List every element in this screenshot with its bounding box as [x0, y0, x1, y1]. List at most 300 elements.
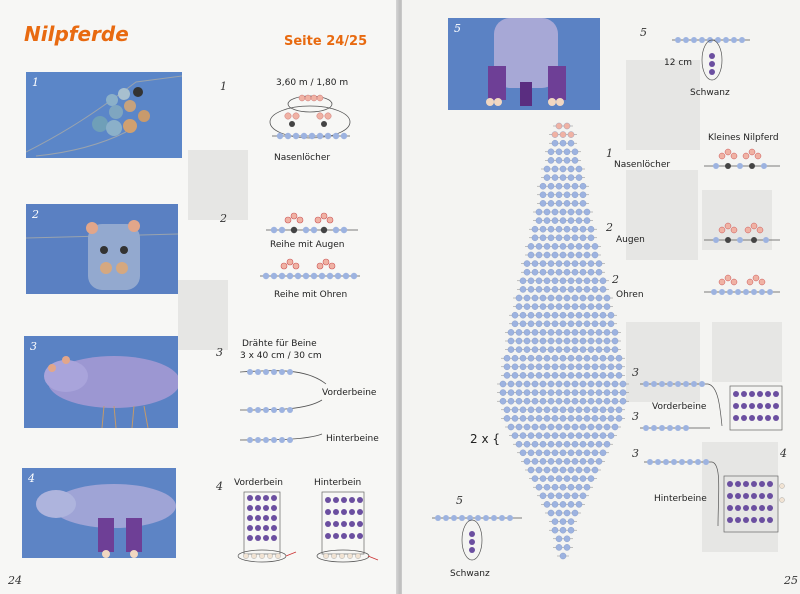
bead	[536, 364, 542, 370]
bead	[580, 398, 586, 404]
bead	[584, 433, 590, 439]
photo-step-2-image	[26, 204, 178, 294]
nasenloecher-label: Nasenlöcher	[274, 153, 331, 163]
bead	[564, 476, 570, 482]
bead	[568, 286, 574, 292]
bead	[568, 450, 574, 456]
bead	[544, 355, 550, 361]
bead	[504, 407, 510, 413]
bead	[564, 235, 570, 241]
bead	[560, 321, 566, 327]
bead	[528, 286, 534, 292]
bead	[584, 450, 590, 456]
bead	[536, 278, 542, 284]
bead	[612, 398, 618, 404]
vorderbeine-label: Vorderbeine	[322, 388, 377, 398]
bead	[544, 166, 550, 172]
bead	[564, 424, 570, 430]
bead	[560, 140, 566, 146]
bead	[528, 243, 534, 249]
bead	[560, 218, 566, 224]
photo-step-4	[22, 468, 176, 558]
bead	[524, 458, 530, 464]
bead	[604, 338, 610, 344]
bead	[552, 501, 558, 507]
bead	[552, 278, 558, 284]
bead	[556, 157, 562, 163]
bead	[588, 261, 594, 267]
bead	[536, 407, 542, 413]
step-number: 5	[640, 26, 647, 39]
bead	[552, 450, 558, 456]
bead	[556, 269, 562, 275]
bead	[576, 433, 582, 439]
bead	[536, 252, 542, 258]
bead	[508, 347, 514, 353]
bead	[548, 424, 554, 430]
bead	[508, 329, 514, 335]
bead	[540, 381, 546, 387]
bead	[612, 329, 618, 335]
bead	[572, 347, 578, 353]
bead	[524, 329, 530, 335]
bead	[620, 398, 626, 404]
step-number: 4	[780, 447, 787, 460]
bead	[580, 381, 586, 387]
bead	[556, 441, 562, 447]
bead	[548, 493, 554, 499]
bead	[576, 484, 582, 490]
bead	[536, 321, 542, 327]
bead	[616, 364, 622, 370]
bead	[528, 252, 534, 258]
bleed-through	[178, 280, 228, 350]
bleed-through	[712, 322, 782, 382]
bead	[572, 510, 578, 516]
bead	[568, 140, 574, 146]
bead	[516, 398, 522, 404]
bead	[500, 381, 506, 387]
bead	[532, 269, 538, 275]
bead	[556, 295, 562, 301]
bead	[508, 381, 514, 387]
page-reference: Seite 24/25	[284, 34, 368, 49]
bead	[520, 321, 526, 327]
bead	[512, 321, 518, 327]
bead	[580, 295, 586, 301]
bead	[536, 372, 542, 378]
bead	[576, 407, 582, 413]
bead	[524, 269, 530, 275]
bead	[604, 295, 610, 301]
bead	[596, 424, 602, 430]
bead	[552, 364, 558, 370]
bead	[572, 157, 578, 163]
bead	[576, 243, 582, 249]
bead	[584, 407, 590, 413]
photo-step-4-image	[22, 468, 176, 558]
bead	[524, 304, 530, 310]
bead	[544, 433, 550, 439]
bead	[556, 381, 562, 387]
bead	[528, 364, 534, 370]
bead	[564, 183, 570, 189]
bead	[564, 347, 570, 353]
bead	[584, 278, 590, 284]
diagram-small-hippo	[702, 144, 782, 304]
reihe-augen-label: Reihe mit Augen	[270, 240, 345, 250]
bead	[548, 157, 554, 163]
bead	[552, 355, 558, 361]
photo-step-3-image	[24, 336, 178, 428]
bead	[548, 149, 554, 155]
bead	[568, 321, 574, 327]
bead	[548, 235, 554, 241]
bead	[536, 243, 542, 249]
diagram-tail-bottom	[430, 510, 526, 566]
bead	[556, 149, 562, 155]
bead	[604, 304, 610, 310]
bead	[552, 433, 558, 439]
bead	[584, 312, 590, 318]
bead	[592, 252, 598, 258]
bead	[528, 355, 534, 361]
bead	[616, 415, 622, 421]
bead	[580, 338, 586, 344]
bead	[532, 261, 538, 267]
bead	[548, 183, 554, 189]
bead	[540, 441, 546, 447]
bead	[580, 200, 586, 206]
bead	[572, 200, 578, 206]
bead	[564, 458, 570, 464]
bead	[576, 312, 582, 318]
bead	[568, 252, 574, 258]
hinterbeine-label: Hinterbeine	[326, 434, 379, 444]
bead	[560, 527, 566, 533]
bead	[608, 355, 614, 361]
bead	[548, 338, 554, 344]
bead	[548, 381, 554, 387]
bead	[564, 441, 570, 447]
bead	[504, 355, 510, 361]
bead	[556, 347, 562, 353]
bead	[580, 304, 586, 310]
bead	[564, 226, 570, 232]
bead	[600, 321, 606, 327]
bead	[536, 312, 542, 318]
diagram-hippo-body	[498, 118, 628, 568]
bead	[520, 278, 526, 284]
bead	[564, 157, 570, 163]
step-number: 1	[220, 80, 227, 93]
photo-number: 4	[28, 472, 35, 485]
bead	[552, 372, 558, 378]
bead	[512, 364, 518, 370]
bead	[592, 372, 598, 378]
bead	[572, 269, 578, 275]
bead	[536, 415, 542, 421]
bead	[544, 218, 550, 224]
bead	[584, 372, 590, 378]
bead	[592, 243, 598, 249]
bead	[524, 381, 530, 387]
bead	[564, 544, 570, 550]
bead	[548, 329, 554, 335]
bead	[576, 175, 582, 181]
bead	[524, 338, 530, 344]
bead	[548, 441, 554, 447]
bead	[516, 381, 522, 387]
bead	[520, 433, 526, 439]
bead	[588, 329, 594, 335]
bead	[528, 321, 534, 327]
bead	[532, 390, 538, 396]
bead	[548, 398, 554, 404]
bead	[548, 510, 554, 516]
bead	[544, 278, 550, 284]
bead	[608, 312, 614, 318]
bead	[544, 175, 550, 181]
bead	[528, 372, 534, 378]
bead	[512, 415, 518, 421]
photo-step-5-image	[448, 18, 600, 110]
bead	[596, 398, 602, 404]
draehte-label-2: 3 x 40 cm / 30 cm	[240, 351, 322, 361]
diagram-ears-row	[256, 256, 364, 286]
step-number: 3	[632, 366, 639, 379]
bead	[532, 226, 538, 232]
bead	[552, 243, 558, 249]
bead	[604, 390, 610, 396]
bead	[600, 312, 606, 318]
bead	[588, 381, 594, 387]
bead	[612, 424, 618, 430]
bead	[568, 484, 574, 490]
bleed-through	[188, 150, 248, 220]
bead	[592, 467, 598, 473]
bead	[560, 364, 566, 370]
bead	[592, 278, 598, 284]
bead	[548, 200, 554, 206]
bead	[576, 252, 582, 258]
bead	[572, 183, 578, 189]
bead	[616, 407, 622, 413]
bead	[556, 183, 562, 189]
bead	[544, 450, 550, 456]
bead	[544, 407, 550, 413]
bead	[532, 441, 538, 447]
bead	[544, 312, 550, 318]
bead	[512, 433, 518, 439]
photo-number: 2	[32, 208, 39, 221]
bead	[580, 261, 586, 267]
bead	[524, 441, 530, 447]
bead	[608, 321, 614, 327]
bead	[560, 312, 566, 318]
bead	[532, 398, 538, 404]
bead	[564, 381, 570, 387]
bead	[564, 304, 570, 310]
bead	[600, 372, 606, 378]
bead	[572, 338, 578, 344]
bead	[556, 424, 562, 430]
bead	[520, 355, 526, 361]
bead	[584, 286, 590, 292]
bead	[604, 329, 610, 335]
schwanz-top-label: Schwanz	[690, 88, 730, 98]
bead	[600, 433, 606, 439]
bead	[588, 390, 594, 396]
bleed-through	[626, 170, 698, 260]
bead	[592, 433, 598, 439]
bead	[540, 338, 546, 344]
bead	[536, 355, 542, 361]
bead	[536, 218, 542, 224]
bead	[552, 175, 558, 181]
bead	[568, 218, 574, 224]
bead	[548, 390, 554, 396]
bead	[540, 261, 546, 267]
bead	[560, 484, 566, 490]
bead	[600, 364, 606, 370]
bead	[540, 304, 546, 310]
bead	[556, 398, 562, 404]
bead	[528, 278, 534, 284]
bead	[548, 295, 554, 301]
bead	[568, 501, 574, 507]
bead	[556, 304, 562, 310]
bead	[548, 347, 554, 353]
bead	[600, 286, 606, 292]
bead	[576, 415, 582, 421]
bead	[576, 355, 582, 361]
bead	[596, 458, 602, 464]
augen-label: Augen	[616, 235, 645, 245]
bead	[528, 450, 534, 456]
bead	[572, 441, 578, 447]
bead	[552, 415, 558, 421]
bead	[568, 415, 574, 421]
bead	[612, 347, 618, 353]
bead	[520, 286, 526, 292]
bead	[556, 493, 562, 499]
diagram-hind-leg	[312, 490, 378, 568]
bead	[592, 355, 598, 361]
bead	[540, 476, 546, 482]
bead	[584, 415, 590, 421]
bead	[568, 243, 574, 249]
bead	[516, 441, 522, 447]
bead	[580, 441, 586, 447]
bead	[584, 252, 590, 258]
bead	[556, 329, 562, 335]
bead	[556, 476, 562, 482]
step-number: 5	[456, 494, 463, 507]
bead	[548, 261, 554, 267]
step-number: 4	[216, 480, 223, 493]
bead	[548, 269, 554, 275]
bead	[588, 295, 594, 301]
bead	[536, 433, 542, 439]
bead	[604, 441, 610, 447]
bead	[580, 476, 586, 482]
bead	[512, 372, 518, 378]
bead	[532, 381, 538, 387]
bead	[568, 132, 574, 138]
bead	[588, 398, 594, 404]
bead	[552, 407, 558, 413]
bead	[544, 501, 550, 507]
bead	[532, 424, 538, 430]
bead	[572, 304, 578, 310]
bead	[540, 424, 546, 430]
bead	[560, 132, 566, 138]
bead	[540, 493, 546, 499]
vorderbein-label: Vorderbein	[234, 478, 283, 488]
bead	[556, 192, 562, 198]
bead	[576, 372, 582, 378]
bead	[516, 295, 522, 301]
bead	[604, 381, 610, 387]
bead	[560, 252, 566, 258]
bead	[568, 372, 574, 378]
bead	[568, 433, 574, 439]
bead	[572, 476, 578, 482]
bead	[504, 364, 510, 370]
bead	[516, 390, 522, 396]
bead	[528, 407, 534, 413]
bead	[536, 209, 542, 215]
bead	[516, 424, 522, 430]
bead	[576, 501, 582, 507]
bead	[600, 355, 606, 361]
bead	[568, 519, 574, 525]
bead	[552, 484, 558, 490]
bead	[568, 166, 574, 172]
wire-length-label: 3,60 m / 1,80 m	[276, 78, 349, 88]
bead	[608, 433, 614, 439]
bead	[588, 347, 594, 353]
step-number: 3	[632, 410, 639, 423]
bead	[540, 183, 546, 189]
bead	[588, 476, 594, 482]
bead	[532, 235, 538, 241]
bead	[552, 166, 558, 172]
bead	[540, 390, 546, 396]
bead	[580, 269, 586, 275]
diagram-nose	[262, 92, 362, 152]
reihe-ohren-label: Reihe mit Ohren	[274, 290, 348, 300]
bead	[556, 200, 562, 206]
bead	[564, 192, 570, 198]
bead	[548, 458, 554, 464]
bead	[588, 235, 594, 241]
bead	[520, 364, 526, 370]
bead	[596, 381, 602, 387]
bead	[552, 252, 558, 258]
bead	[564, 295, 570, 301]
bead	[560, 553, 566, 559]
bead	[540, 329, 546, 335]
bead	[544, 467, 550, 473]
bead	[544, 209, 550, 215]
bead	[592, 450, 598, 456]
bead	[564, 329, 570, 335]
bead	[548, 304, 554, 310]
bead	[560, 415, 566, 421]
bead	[524, 261, 530, 267]
